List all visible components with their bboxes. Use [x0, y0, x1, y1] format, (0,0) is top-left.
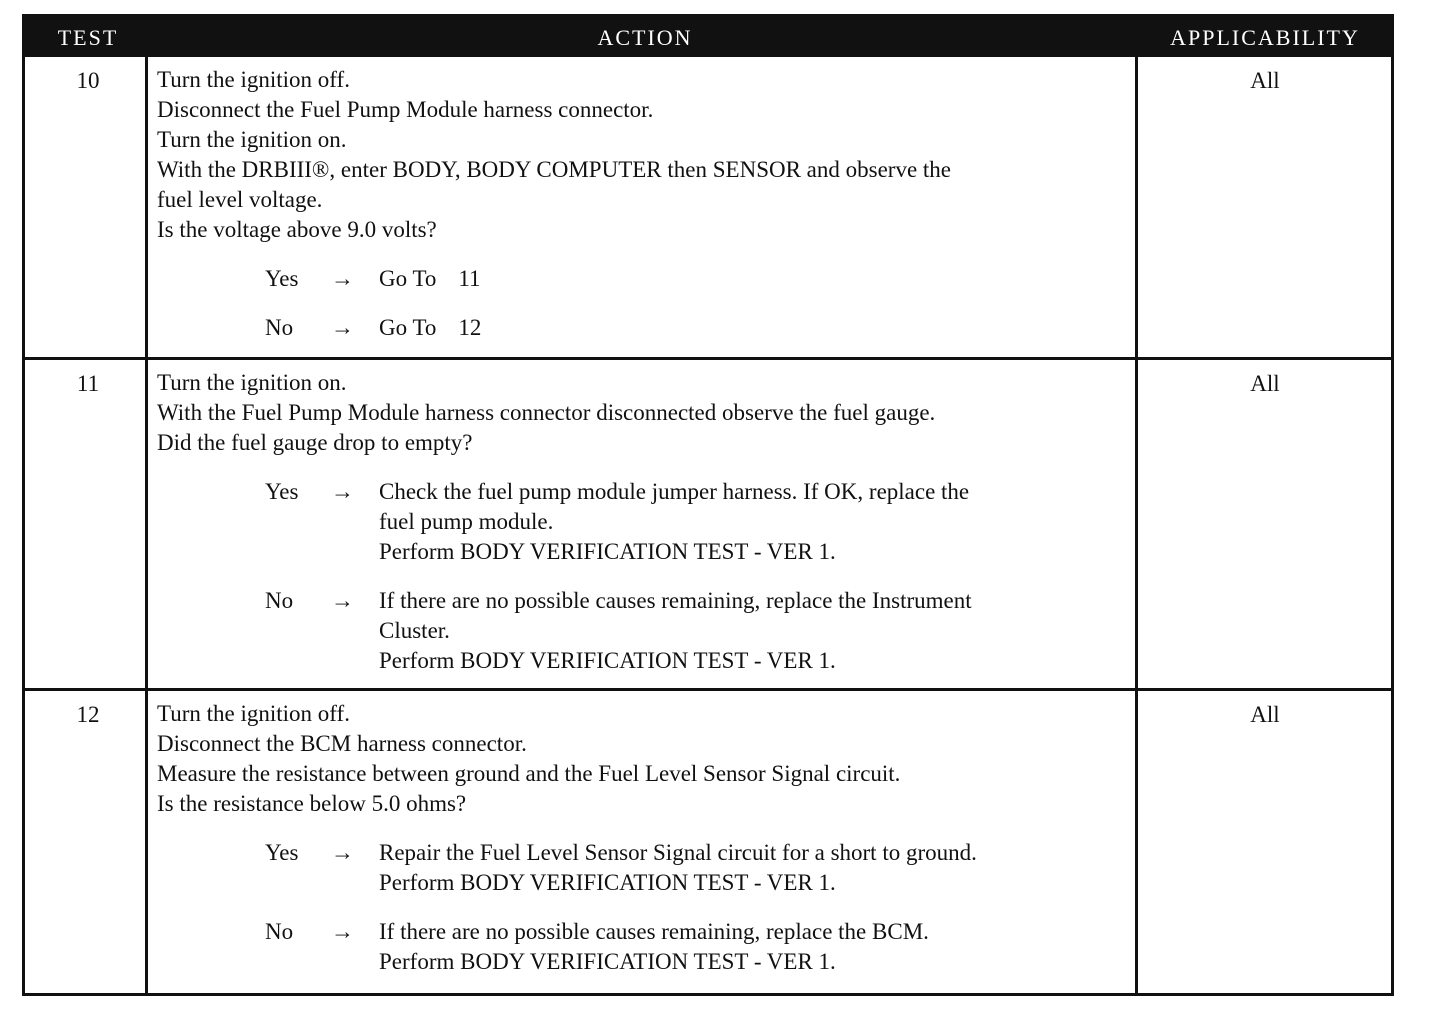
applicability-cell: All: [1250, 371, 1280, 396]
arrow-icon: →: [331, 479, 354, 504]
no-label: No: [265, 919, 294, 944]
no-label: No: [265, 588, 294, 613]
arrow-icon: →: [331, 266, 354, 291]
action-line: Turn the ignition on.: [157, 370, 347, 395]
header-action: ACTION: [597, 25, 693, 50]
action-line: Did the fuel gauge drop to empty?: [157, 430, 473, 455]
yes-label: Yes: [265, 479, 299, 504]
arrow-icon: →: [331, 919, 354, 944]
goto-instruction: [379, 264, 1137, 294]
yes-answer: [157, 838, 1137, 898]
goto-label: Go To: [379, 315, 437, 340]
action-line: Turn the ignition on.: [157, 127, 347, 152]
header-applicability: APPLICABILITY: [1170, 25, 1360, 50]
answer-line: If there are no possible causes remaining, replace the Instrument: [379, 588, 972, 613]
answer-line: fuel pump module.: [379, 509, 554, 534]
action-line: Is the resistance below 5.0 ohms?: [157, 791, 467, 816]
action-line: Turn the ignition off.: [157, 67, 350, 92]
answer-line: Repair the Fuel Level Sensor Signal circuit for a short to ground.: [379, 840, 977, 865]
table-row: [25, 691, 1391, 993]
diagnostic-table: [22, 14, 1394, 996]
no-answer: [157, 313, 1137, 343]
goto-label: Go To: [379, 266, 437, 291]
answer-line: Cluster.: [379, 618, 450, 643]
test-number: 12: [76, 702, 100, 727]
answer-line: Check the fuel pump module jumper harness. If OK, replace the: [379, 479, 970, 504]
yes-answer: [157, 477, 1137, 567]
action-cell: [157, 699, 1137, 977]
test-number: 10: [76, 68, 100, 93]
yes-answer: [157, 264, 1137, 294]
answer-line: Perform BODY VERIFICATION TEST - VER 1.: [379, 539, 836, 564]
arrow-icon: →: [331, 840, 354, 865]
action-cell: [157, 368, 1137, 676]
test-number: 11: [76, 371, 100, 396]
no-label: No: [265, 315, 294, 340]
action-line: With the Fuel Pump Module harness connector disconnected observe the fuel gauge.: [157, 400, 936, 425]
action-line: With the DRBIII®, enter BODY, BODY COMPUTER then SENSOR and observe the: [157, 157, 952, 182]
action-line: Disconnect the Fuel Pump Module harness connector.: [157, 97, 654, 122]
answer-line: If there are no possible causes remaining, replace the BCM.: [379, 919, 929, 944]
table-row: [25, 57, 1391, 357]
action-cell: [157, 65, 1137, 343]
answer-line: Perform BODY VERIFICATION TEST - VER 1.: [379, 949, 836, 974]
answer-line: Perform BODY VERIFICATION TEST - VER 1.: [379, 870, 836, 895]
table-row: [25, 360, 1391, 688]
action-line: Is the voltage above 9.0 volts?: [157, 217, 437, 242]
action-line: fuel level voltage.: [157, 187, 323, 212]
action-line: Turn the ignition off.: [157, 701, 350, 726]
arrow-icon: →: [331, 588, 354, 613]
no-answer: [157, 586, 1137, 676]
header-test: TEST: [57, 25, 119, 50]
arrow-icon: →: [331, 315, 354, 340]
applicability-cell: All: [1250, 68, 1280, 93]
goto-target: 11: [458, 266, 481, 291]
answer-line: Perform BODY VERIFICATION TEST - VER 1.: [379, 648, 836, 673]
yes-label: Yes: [265, 266, 299, 291]
applicability-cell: All: [1250, 702, 1280, 727]
yes-label: Yes: [265, 840, 299, 865]
no-answer: [157, 917, 1137, 977]
goto-target: 12: [458, 315, 482, 340]
action-line: Measure the resistance between ground and the Fuel Level Sensor Signal circuit.: [157, 761, 901, 786]
goto-instruction: [379, 313, 1137, 343]
table-header: [25, 17, 1391, 57]
action-line: Disconnect the BCM harness connector.: [157, 731, 527, 756]
